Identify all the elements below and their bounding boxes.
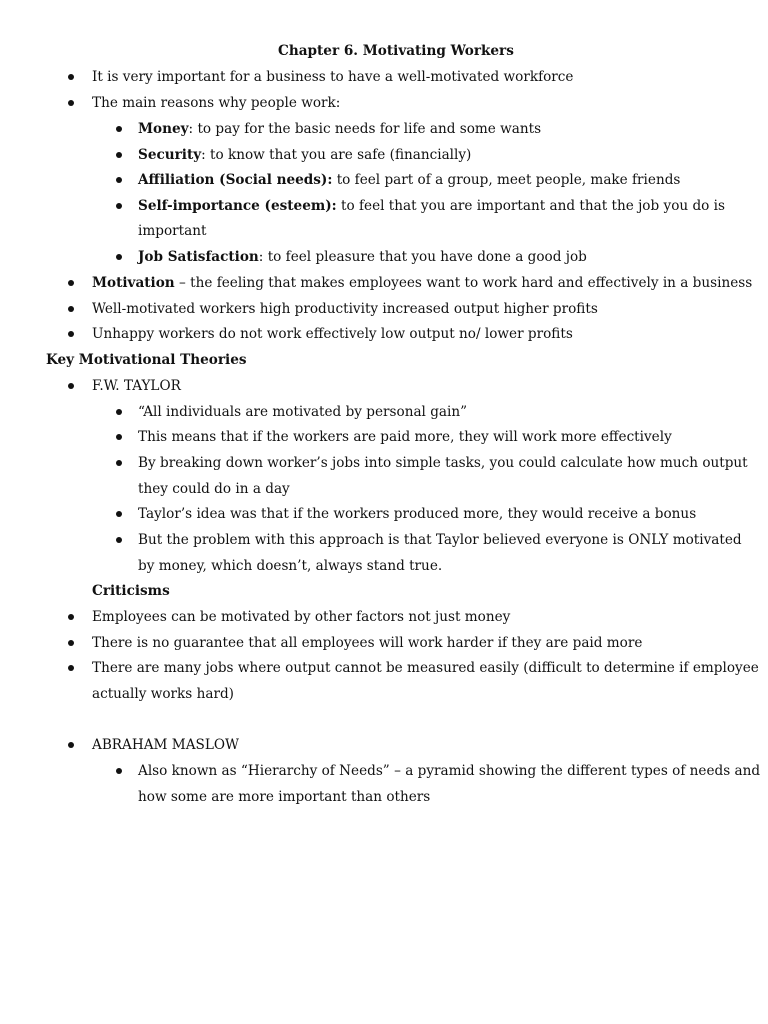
- bullet-icon: [116, 126, 122, 132]
- bullet-icon: [116, 768, 122, 774]
- reason-desc: : to know that you are safe (financially): [201, 147, 472, 163]
- bullet-icon: [116, 177, 122, 183]
- taylor-point: But the problem with this approach is that Taylor believed everyone is ONLY motivated: [138, 532, 742, 548]
- outcome-text: Unhappy workers do not work effectively low output no/ lower profits: [92, 326, 573, 342]
- reason-item: [138, 248, 587, 266]
- theorist-name: ABRAHAM MASLOW: [92, 737, 239, 753]
- reason-desc: to feel that you are important and that the job you do is: [336, 198, 725, 214]
- reason-desc: : to feel pleasure that you have done a good job: [258, 249, 587, 265]
- taylor-point-continuation: by money, which doesn’t, always stand true.: [138, 558, 443, 574]
- page-title: Chapter 6. Motivating Workers: [278, 43, 514, 59]
- criticisms-heading: Criticisms: [92, 583, 170, 599]
- reason-item: [138, 120, 541, 138]
- outcome-text: Well-motivated workers high productivity increased output higher profits: [92, 301, 598, 317]
- reason-term: Self-importance (esteem):: [138, 198, 337, 214]
- reason-term: Affiliation (Social needs):: [138, 172, 333, 188]
- intro-bullet-text: The main reasons why people work:: [92, 95, 341, 111]
- section-heading: Key Motivational Theories: [46, 352, 247, 368]
- bullet-icon: [68, 742, 74, 748]
- reason-term: Security: [138, 147, 202, 163]
- bullet-icon: [116, 460, 122, 466]
- bullet-icon: [68, 640, 74, 646]
- bullet-icon: [116, 511, 122, 517]
- criticism-item: There is no guarantee that all employees will work harder if they are paid more: [92, 635, 643, 651]
- reason-continuation: important: [138, 223, 207, 239]
- bullet-icon: [68, 383, 74, 389]
- reason-item: [138, 197, 725, 215]
- taylor-point: This means that if the workers are paid more, they will work more effectively: [138, 429, 672, 445]
- bullet-icon: [68, 665, 74, 671]
- taylor-point: Taylor’s idea was that if the workers produced more, they would receive a bonus: [138, 506, 697, 522]
- maslow-point-continuation: how some are more important than others: [138, 789, 431, 805]
- criticism-item: There are many jobs where output cannot be measured easily (difficult to determine if employee: [92, 660, 759, 676]
- reason-item: [138, 171, 680, 189]
- reason-item: [138, 146, 471, 164]
- bullet-icon: [68, 614, 74, 620]
- bullet-icon: [116, 434, 122, 440]
- bullet-icon: [68, 280, 74, 286]
- bullet-icon: [68, 331, 74, 337]
- bullet-icon: [116, 537, 122, 543]
- intro-bullet-text: It is very important for a business to have a well-motivated workforce: [92, 69, 574, 85]
- bullet-icon: [68, 306, 74, 312]
- reason-desc: to feel part of a group, meet people, make friends: [332, 172, 681, 188]
- motivation-definition: [92, 274, 752, 292]
- criticism-item: Employees can be motivated by other factors not just money: [92, 609, 511, 625]
- bullet-icon: [116, 409, 122, 415]
- taylor-point-continuation: they could do in a day: [138, 481, 290, 497]
- theorist-name: F.W. TAYLOR: [92, 378, 181, 394]
- maslow-point: Also known as “Hierarchy of Needs” – a pyramid showing the different types of needs and: [138, 763, 761, 779]
- bullet-icon: [116, 152, 122, 158]
- reason-term: Money: [138, 121, 189, 137]
- reason-term: Job Satisfaction: [138, 249, 259, 265]
- bullet-icon: [68, 74, 74, 80]
- motivation-desc: – the feeling that makes employees want to work hard and effectively in a business: [174, 275, 753, 291]
- criticism-continuation: actually works hard): [92, 686, 234, 702]
- motivation-term: Motivation: [92, 275, 175, 291]
- reason-desc: : to pay for the basic needs for life and some wants: [188, 121, 542, 137]
- taylor-point: “All individuals are motivated by personal gain”: [138, 404, 468, 420]
- bullet-icon: [68, 100, 74, 106]
- taylor-point: By breaking down worker’s jobs into simple tasks, you could calculate how much output: [138, 455, 748, 471]
- bullet-icon: [116, 203, 122, 209]
- bullet-icon: [116, 254, 122, 260]
